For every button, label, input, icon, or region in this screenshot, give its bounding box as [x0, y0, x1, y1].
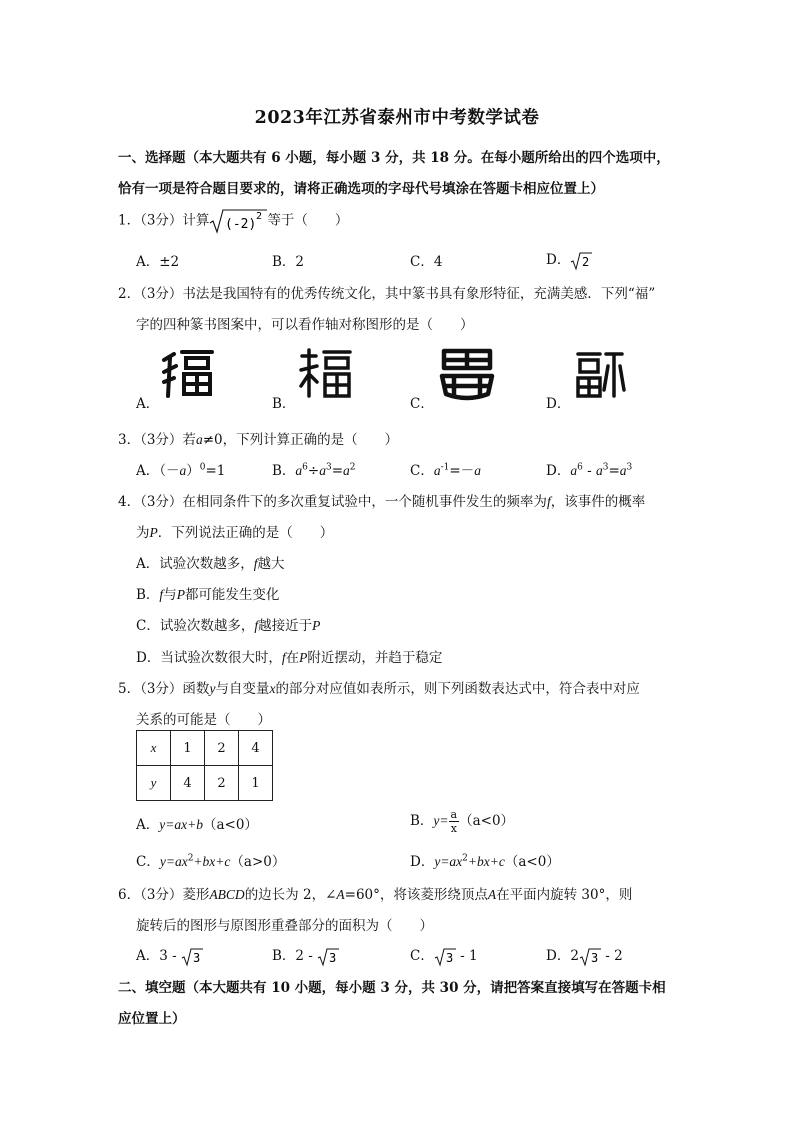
q6-option-c: C． 3 - 1 [410, 948, 478, 965]
q4-option-d: D．当试验次数很大时，f在P附近摆动，并趋于稳定 [136, 650, 443, 666]
table-cell: 1 [239, 766, 273, 801]
sqrt-expression [317, 947, 339, 967]
sqrt-expression [434, 947, 456, 967]
section1-heading-line2: 恰有一项是符合题目要求的，请将正确选项的字母代号填涂在答题卡相应位置上） [118, 181, 604, 197]
q4-option-b: B．f与P都可能发生变化 [136, 587, 280, 603]
q1-option-c: C．4 [410, 254, 443, 270]
table-row [137, 731, 273, 766]
table-cell: y [137, 766, 171, 801]
question-5-line1: 5．（3分）函数y与自变量x的部分对应值如表所示，则下列函数表达式中，符合表中对应 [118, 681, 640, 697]
question-2-line2: 字的四种篆书图案中，可以看作轴对称图形的是（ ） [136, 317, 474, 333]
q2-option-b: B． [272, 396, 296, 412]
svg-text:3: 3 [445, 950, 454, 965]
sqrt-expression [579, 947, 601, 967]
q6-option-b: B．2 - 3 [272, 944, 339, 967]
svg-text:2: 2 [582, 254, 590, 269]
q5-option-d: D．$y=ax^2+bx+c(a<0)$ [410, 853, 560, 870]
table-cell: 1 [171, 731, 205, 766]
q4-option-a: A．试验次数越多，f越大 [136, 556, 285, 572]
sqrt-power: 2 [256, 211, 263, 222]
svg-text:3: 3 [590, 950, 599, 965]
sqrt-expression [181, 947, 203, 967]
seal-script-fu-glyph-b [298, 348, 354, 400]
table-cell: 2 [205, 766, 239, 801]
svg-text:3: 3 [329, 950, 337, 965]
table-cell: x [137, 731, 171, 766]
svg-text:3: 3 [192, 950, 201, 965]
q3-option-c: C．$a^{-1}=-a$ [410, 462, 481, 479]
q5-option-b: B．y= $\frac{a}{x}$ （a<0） [410, 808, 515, 835]
question-2-line1: 2．（3分）书法是我国特有的优秀传统文化，其中篆书具有象形特征，充满美感．下列“福” [118, 286, 656, 302]
table-cell: 2 [205, 731, 239, 766]
question-4-line2: 为P．下列说法正确的是（ ） [136, 525, 334, 541]
q1-option-a: A．±2 [136, 254, 180, 270]
q1-option-b: B．2 [272, 254, 305, 270]
seal-script-fu-glyph-a [160, 348, 216, 400]
sqrt-expression [570, 251, 592, 271]
q3-option-a: A．$(-a)^0=1$ [136, 462, 226, 479]
q4-option-c: C．试验次数越多，f越接近于P [136, 618, 321, 634]
q5-option-c: C．$y=ax^2+bx+c(a>0)$ [136, 853, 286, 870]
q2-option-a: A． [136, 396, 160, 412]
q3-option-d: D．$a^6 - a^3=a^3$ [546, 462, 633, 479]
question-6-line2: 旋转后的图形与原图形重叠部分的面积为（ ） [136, 918, 433, 934]
table-row [137, 766, 273, 801]
table-cell: 4 [171, 766, 205, 801]
question-1-stem: 1．（3分）计算 (-2) 2 等于（ ） [118, 208, 348, 234]
seal-script-fu-glyph-d [574, 350, 626, 400]
value-table [136, 730, 273, 801]
exam-title: 2023年江苏省泰州市中考数学试卷 [254, 108, 540, 128]
q5-option-a: A．y=ax+b（a<0） [136, 817, 258, 833]
section2-heading-line1: 二、填空题（本大题共有 10 小题，每小题 3 分，共 30 分，请把答案直接填写在答题卡相 [118, 980, 666, 996]
sqrt-radicand: (-2) [225, 217, 257, 232]
q3-option-b: B．$a^6\div a^3=a^2$ [272, 462, 356, 479]
question-3-stem: 3．（3分）若a≠0，下列计算正确的是（ ） [118, 432, 399, 448]
q6-option-d: D．2 3 - 2 [546, 948, 623, 965]
seal-script-fu-glyph-c [438, 346, 496, 402]
question-6-line1: 6．（3分）菱形ABCD的边长为 2，∠A=60°，将该菱形绕顶点A在平面内旋转 30°，则 [118, 887, 633, 903]
fraction: $\frac{a}{x}$ [450, 808, 458, 835]
question-5-line2: 关系的可能是（ ） [136, 712, 271, 728]
table-cell: 4 [239, 731, 273, 766]
section2-heading-line2: 应位置上） [118, 1011, 186, 1027]
sqrt-expression [209, 208, 267, 234]
q2-option-c: C． [410, 396, 434, 412]
q1-option-d: D． 2 [546, 248, 592, 271]
question-4-line1: 4．（3分）在相同条件下的多次重复试验中，一个随机事件发生的频率为f，该事件的概率 [118, 494, 646, 510]
q2-option-d: D． [546, 396, 571, 412]
q6-option-a: A．3 - 3 [136, 944, 203, 967]
section1-heading-line1: 一、选择题（本大题共有 6 小题，每小题 3 分，共 18 分。在每小题所给出的四个选项中， [118, 150, 670, 166]
